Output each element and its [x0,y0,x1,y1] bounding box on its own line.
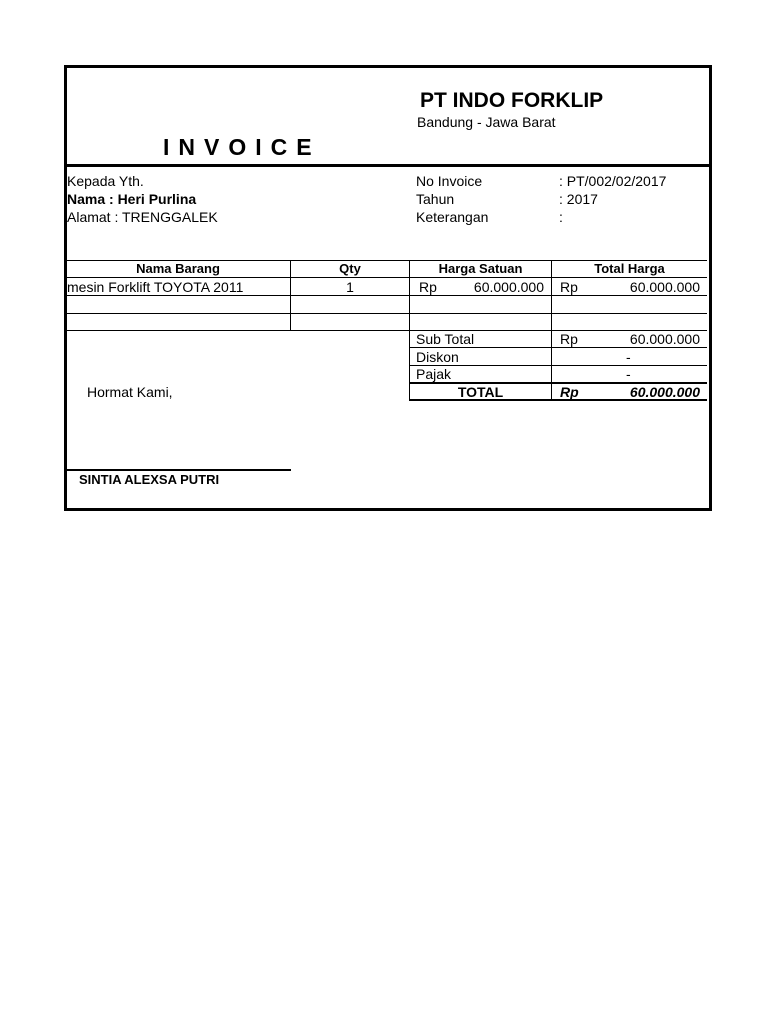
signature-line [66,469,291,471]
total-label: TOTAL [457,384,504,400]
row-qty: 1 [346,279,354,295]
year-label: Tahun [416,191,455,207]
document-title: INVOICE [163,134,321,160]
subtotal-currency: Rp [560,331,578,347]
recipient-address: Alamat : TRENGGALEK [67,209,218,225]
table-header-divider [66,277,707,278]
recipient-greeting: Kepada Yth. [67,173,144,189]
total-currency: Rp [560,384,579,400]
note-label: Keterangan [416,209,489,225]
header-divider [64,164,709,167]
summary-row-divider [409,365,707,366]
row-item-name: mesin Forklift TOYOTA 2011 [67,279,244,295]
row-unit-price: 60.000.000 [473,279,544,295]
year-value: : 2017 [559,191,598,207]
company-name: PT INDO FORKLIP [420,89,604,112]
tax-value: - [626,366,631,382]
total-value: 60.000.000 [629,384,700,400]
note-value: : [559,209,563,225]
tax-label: Pajak [416,366,452,382]
row-total-price: 60.000.000 [629,279,700,295]
company-location: Bandung - Jawa Barat [417,114,556,130]
discount-label: Diskon [416,349,459,365]
discount-value: - [626,349,631,365]
closing-text: Hormat Kami, [87,384,173,400]
invoice-no-label: No Invoice [416,173,483,189]
column-header-item: Nama Barang [136,261,220,276]
table-row-divider [66,313,707,314]
signer-name: SINTIA ALEXSA PUTRI [79,472,220,487]
column-header-qty: Qty [339,261,361,276]
subtotal-value: 60.000.000 [629,331,700,347]
row-price-currency: Rp [419,279,437,295]
summary-row-divider [409,347,707,348]
column-header-total-price: Total Harga [594,261,665,276]
column-header-unit-price: Harga Satuan [438,261,523,276]
table-row-divider [66,295,707,296]
row-total-currency: Rp [560,279,578,295]
recipient-name: Nama : Heri Purlina [67,191,197,207]
subtotal-label: Sub Total [416,331,475,347]
invoice-no-value: : PT/002/02/2017 [559,173,667,189]
